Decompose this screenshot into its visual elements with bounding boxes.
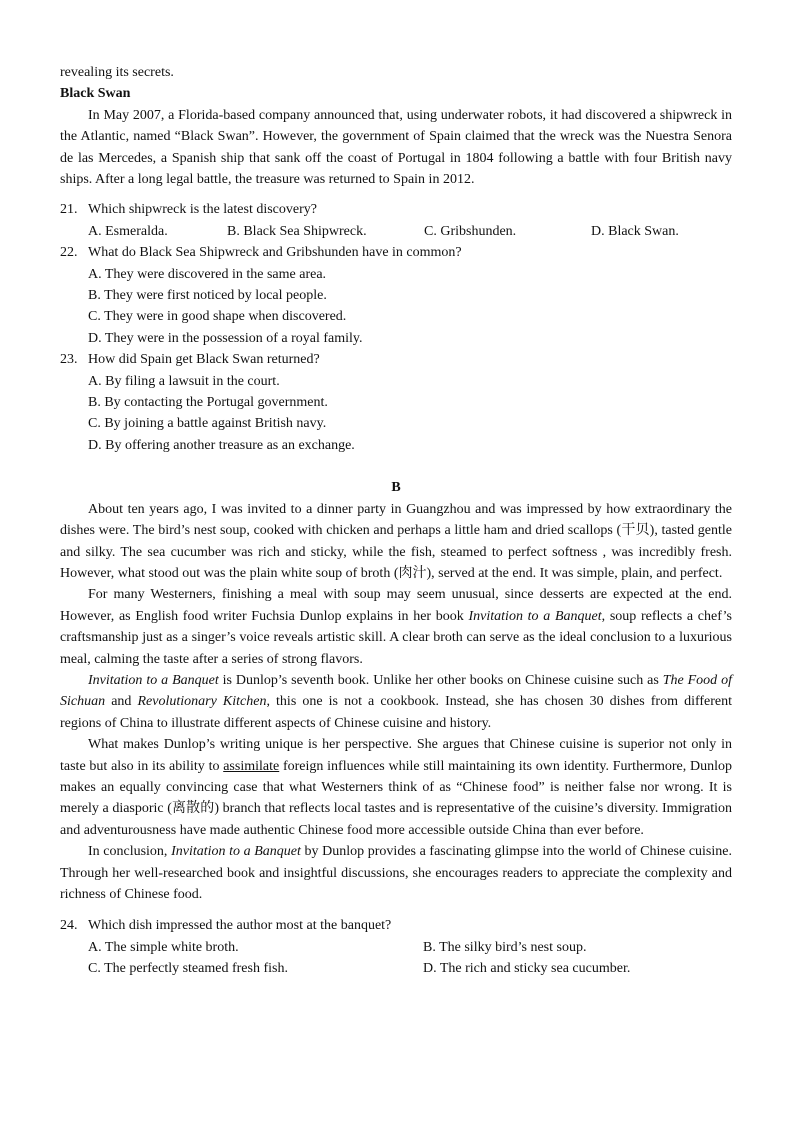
section-b-passage <box>60 499 732 906</box>
option-a[interactable]: A. By filing a lawsuit in the court. <box>88 373 280 389</box>
option-d[interactable]: D. They were in the possession of a royal family. <box>88 330 363 346</box>
option-c[interactable]: C. The perfectly steamed fresh fish. <box>88 961 288 977</box>
question-21-options <box>60 221 732 242</box>
option-b[interactable]: B. Black Sea Shipwreck. <box>227 223 367 239</box>
question-22: 22. What do Black Sea Shipwreck and Gribshunden have in common? <box>60 245 462 261</box>
option-b[interactable]: B. They were first noticed by local people. <box>88 288 327 304</box>
paragraph-3: Invitation to a Banquet is Dunlop’s seventh book. Unlike her other books on Chinese cuisine such as The Food of Sichuan and Revolutionary Kitchen, this one is not a cookbook. Instead, she has chosen 30 dishes from different regions of China to illustrate different aspects of Chinese cuisine and history. <box>60 672 733 731</box>
option-a[interactable]: A. They were discovered in the same area. <box>88 266 327 282</box>
option-d[interactable]: D. By offering another treasure as an exchange. <box>88 437 355 453</box>
book-title: Invitation to a Banquet <box>171 844 301 860</box>
option-d[interactable]: D. Black Swan. <box>591 223 679 239</box>
book-title: Revolutionary Kitchen <box>137 694 267 710</box>
question-24: 24. Which dish impressed the author most at the banquet? <box>60 918 392 934</box>
option-c[interactable]: C. They were in good shape when discovered. <box>88 309 347 325</box>
book-title: The Food of Sichuan <box>60 672 732 710</box>
question-21: 21. Which shipwreck is the latest discovery? <box>60 202 317 218</box>
question-24-options-row-1 <box>60 937 732 958</box>
question-23: 23. How did Spain get Black Swan returned? <box>60 352 320 368</box>
option-d[interactable]: D. The rich and sticky sea cucumber. <box>423 961 631 977</box>
book-title: Invitation to a Banquet <box>88 672 219 688</box>
section-heading-black-swan: Black Swan <box>60 86 131 102</box>
option-a[interactable]: A. Esmeralda. <box>88 223 168 239</box>
black-swan-paragraph: In May 2007, a Florida-based company announced that, using underwater robots, it had discovered a shipwreck in the Atlantic, named “Black Swan”. However, the government of Spain claimed that the wreck was the Nuestra Senora de las Mercedes, a Spanish ship that sank off the coast of Portugal in 1804 following a battle with four British navy ships. After a long legal battle, the treasure was returned to Spain in 2012. <box>60 107 732 188</box>
paragraph-1: About ten years ago, I was invited to a dinner party in Guangzhou and was impressed by how extraordinary the dishes were. The bird’s nest soup, cooked with chicken and perhaps a little ham and dried scallops (干贝), tasted gentle and silky. The sea cucumber was rich and sticky, while the fish, steamed to perfect softness , was incredibly fresh. However, what stood out was the plain white soup of broth (肉汁), served at the end. It was simple, plain, and perfect. <box>60 501 732 581</box>
paragraph-4: What makes Dunlop’s writing unique is her perspective. She argues that Chinese cuisine is superior not only in taste but also in its ability to assimilate foreign influences while still maintaining its own identity. Furthermore, Dunlop makes an equally convincing case that what Westerners think of as “Chinese food” is neither false nor wrong. It is merely a diasporic (离散的) branch that reflects local tastes and is representative of the cuisine’s diversity. Immigration and adventurousness have made authentic Chinese food more accessible outside China than ever before. <box>60 737 732 838</box>
question-24-options-row-2 <box>60 958 732 979</box>
option-b[interactable]: B. The silky bird’s nest soup. <box>423 939 587 955</box>
section-b-title: B <box>391 480 401 496</box>
option-b[interactable]: B. By contacting the Portugal government. <box>88 395 328 411</box>
option-a[interactable]: A. The simple white broth. <box>88 939 239 955</box>
underlined-word: assimilate <box>223 758 280 774</box>
book-title: Invitation to a Banquet <box>468 608 602 624</box>
paragraph-2: For many Westerners, finishing a meal with soup may seem unusual, since desserts are expected at the end. However, as English food writer Fuchsia Dunlop explains in her book Invitation to a Banquet, soup reflects a chef’s craftsmanship just as a singer’s voice reveals artistic skill. A clear broth can serve as the ideal conclusion to a luxurious meal, calming the taste after a series of strong flavors. <box>60 587 733 667</box>
passage-continuation: revealing its secrets. <box>60 65 174 80</box>
exam-page <box>60 62 732 980</box>
option-c[interactable]: C. By joining a battle against British navy. <box>88 416 327 432</box>
option-c[interactable]: C. Gribshunden. <box>424 223 517 239</box>
paragraph-5: In conclusion, Invitation to a Banquet by Dunlop provides a fascinating glimpse into the world of Chinese cuisine. Through her well-researched book and insightful discussions, she encourages readers to appreciate the complexity and richness of Chinese food. <box>60 844 732 903</box>
